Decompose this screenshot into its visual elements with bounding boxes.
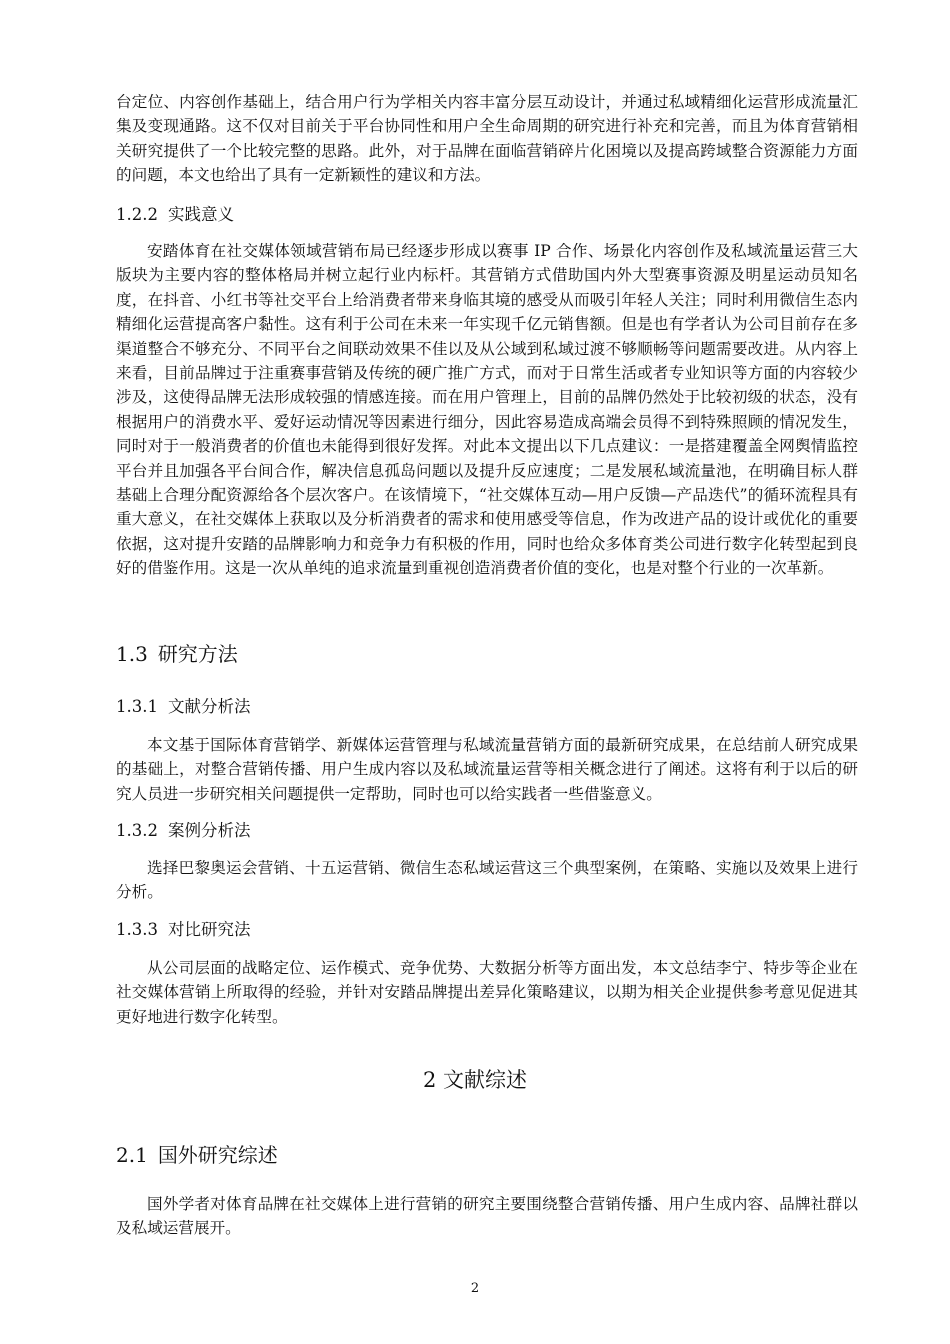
section-number: 1.3.1	[116, 697, 158, 716]
paragraph-practical-significance: 安踏体育在社交媒体领域营销布局已经逐步形成以赛事 IP 合作、场景化内容创作及私域流量运营三大版块为主要内容的整体格局并树立起行业内标杆。其营销方式借助国内外大型赛事资源及明星运动员知名度，在抖音、小红书等社交平台上给消费者带来身临其境的感受从而吸引年轻人关注；同时利用微信生态内精细化运营提高客户黏性。这有利于公司在未来一年实现千亿元销售额。但是也有学者认为公司目前存在多渠道整合不够充分、不同平台之间联动效果不佳以及从公域到私域过渡不够顺畅等问题需要改进。从内容上来看，目前品牌过于注重赛事营销及传统的硬广推广方式，而对于日常生活或者专业知识等方面的内容较少涉及，这使得品牌无法形成较强的情感连接。而在用户管理上，目前的品牌仍然处于比较初级的状态，没有根据用户的消费水平、爱好运动情况等因素进行细分，因此容易造成高端会员得不到特殊照顾的情况发生，同时对于一般消费者的价值也未能得到很好发挥。对此本文提出以下几点建议：一是搭建覆盖全网舆情监控平台并且加强各平台间合作，解决信息孤岛问题以及提升反应速度；二是发展私域流量池，在明确目标人群基础上合理分配资源给各个层次客户。在该情境下，“社交媒体互动—用户反馈—产品迭代”的循环流程具有重大意义，在社交媒体上获取以及分析消费者的需求和使用感受等信息，作为改进产品的设计或优化的重要依据，这对提升安踏的品牌影响力和竞争力有积极的作用，同时也给众多体育类公司进行数字化转型起到良好的借鉴作用。这是一次从单纯的追求流量到重视创造消费者价值的变化，也是对整个行业的一次革新。	[116, 242, 858, 578]
section-title: 案例分析法	[167, 821, 251, 840]
section-number: 2.1	[116, 1143, 148, 1167]
section-title: 国外研究综述	[157, 1143, 278, 1167]
page-number: 2	[470, 1281, 480, 1296]
paragraph-comparative-research: 从公司层面的战略定位、运作模式、竞争优势、大数据分析等方面出发，本文总结李宁、特步等企业在社交媒体营销上所取得的经验，并针对安踏品牌提出差异化策略建议，以期为相关企业提供参考意见促进其更好地进行数字化转型。	[116, 959, 858, 1026]
section-number: 1.3.3	[116, 920, 158, 939]
paragraph-intro: 台定位、内容创作基础上，结合用户行为学相关内容丰富分层互动设计，并通过私域精细化运营形成流量汇集及变现通路。这不仅对目前关于平台协同性和用户全生命周期的研究进行补充和完善，而且为体育营销相关研究提供了一个比较完整的思路。此外，对于品牌在面临营销碎片化困境以及提高跨域整合资源能力方面的问题，本文也给出了具有一定新颖性的建议和方法。	[116, 93, 858, 185]
chapter-title-literature-review: 2 文献综述	[422, 1068, 528, 1092]
section-title: 实践意义	[167, 205, 234, 224]
section-title: 文献分析法	[167, 697, 251, 716]
paragraph-foreign-research: 国外学者对体育品牌在社交媒体上进行营销的研究主要围绕整合营销传播、用户生成内容、品牌社群以及私域运营展开。	[116, 1195, 858, 1238]
heading-1-3-3	[116, 919, 250, 941]
section-number: 1.2.2	[116, 205, 158, 224]
heading-1-3-1	[116, 696, 250, 718]
heading-2-1	[116, 1142, 278, 1168]
heading-1-2-2	[116, 204, 234, 226]
paragraph-case-analysis: 选择巴黎奥运会营销、十五运营销、微信生态私域运营这三个典型案例，在策略、实施以及效果上进行分析。	[116, 859, 858, 902]
heading-1-3	[116, 641, 238, 667]
paragraph-literature-analysis: 本文基于国际体育营销学、新媒体运营管理与私域流量营销方面的最新研究成果，在总结前人研究成果的基础上，对整合营销传播、用户生成内容以及私域流量运营等相关概念进行了阐述。这将有利于以后的研究人员进一步研究相关问题提供一定帮助，同时也可以给实践者一些借鉴意义。	[116, 736, 858, 803]
section-title: 研究方法	[157, 642, 238, 666]
section-title: 对比研究法	[167, 920, 251, 939]
heading-1-3-2	[116, 820, 250, 842]
section-number: 1.3	[116, 642, 148, 666]
section-number: 1.3.2	[116, 821, 158, 840]
